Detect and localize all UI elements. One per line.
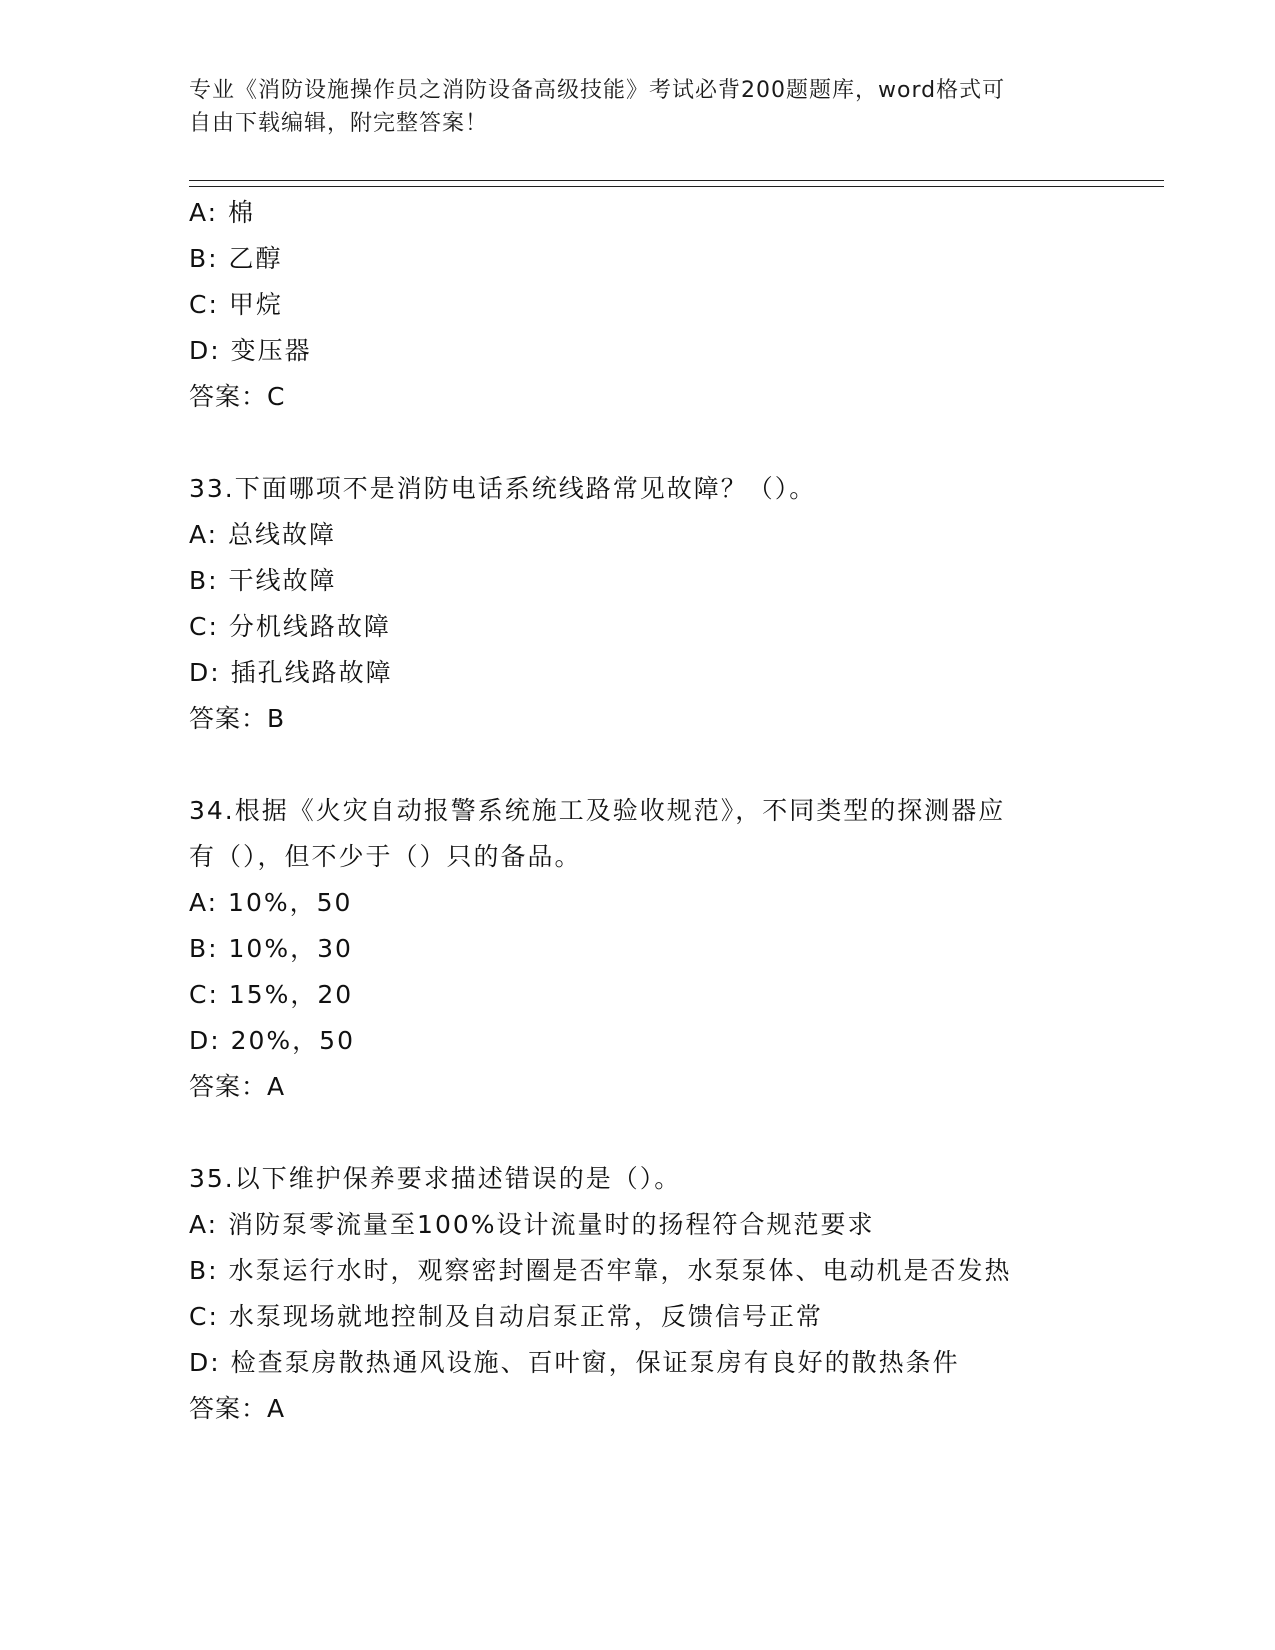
question-32-block [189,190,1089,420]
header-line-2: 自由下载编辑，附完整答案！ [189,111,489,136]
question-34-option-c: C: 15%，20 [189,980,354,1009]
question-35-answer: 答案：A [189,1394,286,1423]
question-34-option-d: D: 20%，50 [189,1026,355,1055]
spacer [189,742,1089,788]
question-34-block [189,788,1089,1110]
question-content [189,190,1089,1432]
question-33-option-a: A: 总线故障 [189,520,337,549]
question-33-block [189,466,1089,742]
question-33-answer: 答案：B [189,704,286,733]
page-header [189,74,1089,140]
question-33-option-d: D: 插孔线路故障 [189,658,393,687]
question-34-stem-line-1: 34.根据《火灾自动报警系统施工及验收规范》，不同类型的探测器应 [189,796,1006,825]
question-32-option-c: C: 甲烷 [189,290,283,319]
question-35-option-a: A: 消防泵零流量至100%设计流量时的扬程符合规范要求 [189,1210,875,1239]
question-35-block [189,1156,1089,1432]
question-34-stem-line-2: 有（），但不少于（）只的备品。 [189,842,582,871]
header-divider [189,180,1164,187]
question-34-option-a: A: 10%，50 [189,888,353,917]
question-32-option-a: A: 棉 [189,198,256,227]
header-line-1: 专业《消防设施操作员之消防设备高级技能》考试必背200题题库，word格式可 [189,78,1006,103]
spacer [189,1110,1089,1156]
question-34-option-b: B: 10%，30 [189,934,353,963]
question-33-option-c: C: 分机线路故障 [189,612,391,641]
question-35-option-c: C: 水泵现场就地控制及自动启泵正常，反馈信号正常 [189,1302,823,1331]
question-33-option-b: B: 干线故障 [189,566,337,595]
question-35-stem: 35.以下维护保养要求描述错误的是（）。 [189,1164,682,1193]
spacer [189,420,1089,466]
question-32-option-b: B: 乙醇 [189,244,283,273]
question-33-stem: 33.下面哪项不是消防电话系统线路常见故障？（）。 [189,474,817,503]
question-35-option-b: B: 水泵运行水时，观察密封圈是否牢靠，水泵泵体、电动机是否发热 [189,1256,1012,1285]
question-32-answer: 答案：C [189,382,286,411]
question-34-answer: 答案：A [189,1072,286,1101]
question-32-option-d: D: 变压器 [189,336,312,365]
question-35-option-d: D: 检查泵房散热通风设施、百叶窗，保证泵房有良好的散热条件 [189,1348,960,1377]
